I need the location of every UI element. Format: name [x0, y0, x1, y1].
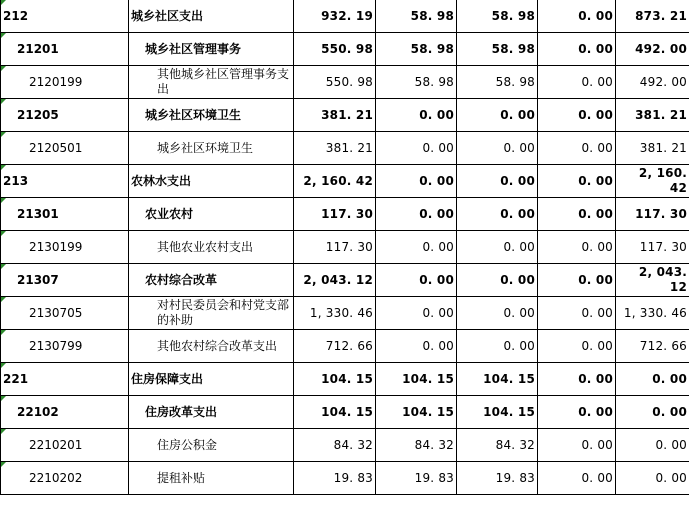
- amount-cell-5[interactable]: 492. 00: [616, 66, 689, 99]
- subject-name-cell[interactable]: 农村综合改革: [129, 264, 294, 297]
- amount-cell-1[interactable]: 104. 15: [294, 363, 376, 396]
- table-row[interactable]: [1, 198, 689, 231]
- amount-cell-5[interactable]: 117. 30: [616, 198, 689, 231]
- amount-cell-5[interactable]: 873. 21: [616, 0, 689, 33]
- amount-cell-1[interactable]: 117. 30: [294, 231, 376, 264]
- amount-cell-2[interactable]: 0. 00: [376, 231, 457, 264]
- amount-cell-2[interactable]: 58. 98: [376, 0, 457, 33]
- amount-cell-5[interactable]: 2, 160. 42: [616, 165, 689, 198]
- amount-cell-1[interactable]: 1, 330. 46: [294, 297, 376, 330]
- amount-cell-1[interactable]: 381. 21: [294, 132, 376, 165]
- table-row[interactable]: [1, 297, 689, 330]
- subject-name-cell[interactable]: 城乡社区环境卫生: [129, 132, 294, 165]
- amount-cell-3[interactable]: 0. 00: [457, 231, 538, 264]
- amount-cell-2[interactable]: 0. 00: [376, 165, 457, 198]
- amount-cell-4[interactable]: 0. 00: [538, 66, 616, 99]
- amount-cell-1[interactable]: 84. 32: [294, 429, 376, 462]
- amount-cell-1[interactable]: 104. 15: [294, 396, 376, 429]
- amount-cell-3[interactable]: 0. 00: [457, 165, 538, 198]
- subject-code-cell[interactable]: 21307: [1, 264, 129, 297]
- subject-name-cell[interactable]: 其他城乡社区管理事务支出: [129, 66, 294, 99]
- amount-cell-5[interactable]: 117. 30: [616, 231, 689, 264]
- amount-cell-5[interactable]: 2, 043. 12: [616, 264, 689, 297]
- amount-cell-4[interactable]: 0. 00: [538, 132, 616, 165]
- amount-cell-3[interactable]: 84. 32: [457, 429, 538, 462]
- amount-cell-3[interactable]: 58. 98: [457, 66, 538, 99]
- subject-name-cell[interactable]: 住房公积金: [129, 429, 294, 462]
- table-row[interactable]: [1, 66, 689, 99]
- amount-cell-2[interactable]: 0. 00: [376, 99, 457, 132]
- amount-cell-1[interactable]: 2, 043. 12: [294, 264, 376, 297]
- amount-cell-1[interactable]: 117. 30: [294, 198, 376, 231]
- amount-cell-3[interactable]: 0. 00: [457, 198, 538, 231]
- table-row[interactable]: [1, 165, 689, 198]
- subject-code-cell[interactable]: 221: [1, 363, 129, 396]
- subject-name-cell[interactable]: 城乡社区支出: [129, 0, 294, 33]
- amount-cell-4[interactable]: 0. 00: [538, 0, 616, 33]
- amount-cell-3[interactable]: 19. 83: [457, 462, 538, 495]
- amount-cell-4[interactable]: 0. 00: [538, 33, 616, 66]
- amount-cell-1[interactable]: 381. 21: [294, 99, 376, 132]
- subject-code-cell[interactable]: 21301: [1, 198, 129, 231]
- subject-code-cell[interactable]: 21201: [1, 33, 129, 66]
- subject-name-cell[interactable]: 对村民委员会和村党支部的补助: [129, 297, 294, 330]
- amount-cell-1[interactable]: 712. 66: [294, 330, 376, 363]
- table-row[interactable]: [1, 462, 689, 495]
- amount-cell-4[interactable]: 0. 00: [538, 462, 616, 495]
- amount-cell-3[interactable]: 0. 00: [457, 297, 538, 330]
- table-row[interactable]: [1, 363, 689, 396]
- amount-cell-4[interactable]: 0. 00: [538, 429, 616, 462]
- amount-cell-3[interactable]: 0. 00: [457, 330, 538, 363]
- amount-cell-3[interactable]: 0. 00: [457, 264, 538, 297]
- subject-name-cell[interactable]: 住房保障支出: [129, 363, 294, 396]
- amount-cell-5[interactable]: 0. 00: [616, 462, 689, 495]
- amount-cell-2[interactable]: 0. 00: [376, 330, 457, 363]
- subject-code-cell[interactable]: 2210201: [1, 429, 129, 462]
- amount-cell-1[interactable]: 932. 19: [294, 0, 376, 33]
- table-row[interactable]: [1, 330, 689, 363]
- amount-cell-3[interactable]: 104. 15: [457, 396, 538, 429]
- amount-cell-3[interactable]: 0. 00: [457, 99, 538, 132]
- amount-cell-4[interactable]: 0. 00: [538, 363, 616, 396]
- amount-cell-5[interactable]: 0. 00: [616, 429, 689, 462]
- amount-cell-5[interactable]: 381. 21: [616, 99, 689, 132]
- subject-code-cell[interactable]: 2120199: [1, 66, 129, 99]
- amount-cell-3[interactable]: 58. 98: [457, 33, 538, 66]
- table-row[interactable]: [1, 33, 689, 66]
- subject-code-cell[interactable]: 2210202: [1, 462, 129, 495]
- table-row[interactable]: [1, 264, 689, 297]
- subject-name-cell[interactable]: 其他农村综合改革支出: [129, 330, 294, 363]
- amount-cell-5[interactable]: 0. 00: [616, 396, 689, 429]
- amount-cell-2[interactable]: 84. 32: [376, 429, 457, 462]
- amount-cell-4[interactable]: 0. 00: [538, 99, 616, 132]
- table-row[interactable]: [1, 132, 689, 165]
- subject-code-cell[interactable]: 2130199: [1, 231, 129, 264]
- amount-cell-1[interactable]: 2, 160. 42: [294, 165, 376, 198]
- amount-cell-5[interactable]: 712. 66: [616, 330, 689, 363]
- amount-cell-2[interactable]: 0. 00: [376, 198, 457, 231]
- amount-cell-3[interactable]: 104. 15: [457, 363, 538, 396]
- subject-name-cell[interactable]: 其他农业农村支出: [129, 231, 294, 264]
- table-row[interactable]: [1, 231, 689, 264]
- table-row[interactable]: [1, 99, 689, 132]
- amount-cell-4[interactable]: 0. 00: [538, 264, 616, 297]
- amount-cell-2[interactable]: 0. 00: [376, 132, 457, 165]
- subject-code-cell[interactable]: 2120501: [1, 132, 129, 165]
- amount-cell-2[interactable]: 58. 98: [376, 66, 457, 99]
- amount-cell-3[interactable]: 0. 00: [457, 132, 538, 165]
- amount-cell-2[interactable]: 104. 15: [376, 363, 457, 396]
- table-row[interactable]: [1, 429, 689, 462]
- amount-cell-2[interactable]: 0. 00: [376, 297, 457, 330]
- amount-cell-1[interactable]: 550. 98: [294, 33, 376, 66]
- amount-cell-2[interactable]: 58. 98: [376, 33, 457, 66]
- amount-cell-4[interactable]: 0. 00: [538, 396, 616, 429]
- amount-cell-4[interactable]: 0. 00: [538, 330, 616, 363]
- table-body: [1, 0, 689, 495]
- subject-code-cell[interactable]: 212: [1, 0, 129, 33]
- subject-code-cell[interactable]: 22102: [1, 396, 129, 429]
- amount-cell-2[interactable]: 104. 15: [376, 396, 457, 429]
- amount-cell-4[interactable]: 0. 00: [538, 165, 616, 198]
- subject-name-cell[interactable]: 农林水支出: [129, 165, 294, 198]
- amount-cell-2[interactable]: 19. 83: [376, 462, 457, 495]
- amount-cell-5[interactable]: 492. 00: [616, 33, 689, 66]
- amount-cell-5[interactable]: 0. 00: [616, 363, 689, 396]
- amount-cell-4[interactable]: 0. 00: [538, 231, 616, 264]
- subject-code-cell[interactable]: 213: [1, 165, 129, 198]
- subject-code-cell[interactable]: 2130705: [1, 297, 129, 330]
- amount-cell-1[interactable]: 19. 83: [294, 462, 376, 495]
- amount-cell-5[interactable]: 381. 21: [616, 132, 689, 165]
- subject-name-cell[interactable]: 住房改革支出: [129, 396, 294, 429]
- amount-cell-4[interactable]: 0. 00: [538, 198, 616, 231]
- table-row[interactable]: [1, 0, 689, 33]
- amount-cell-3[interactable]: 58. 98: [457, 0, 538, 33]
- subject-name-cell[interactable]: 农业农村: [129, 198, 294, 231]
- subject-name-cell[interactable]: 城乡社区环境卫生: [129, 99, 294, 132]
- subject-name-cell[interactable]: 提租补贴: [129, 462, 294, 495]
- table-row[interactable]: [1, 396, 689, 429]
- subject-code-cell[interactable]: 21205: [1, 99, 129, 132]
- amount-cell-1[interactable]: 550. 98: [294, 66, 376, 99]
- subject-code-cell[interactable]: 2130799: [1, 330, 129, 363]
- amount-cell-4[interactable]: 0. 00: [538, 297, 616, 330]
- amount-cell-2[interactable]: 0. 00: [376, 264, 457, 297]
- subject-name-cell[interactable]: 城乡社区管理事务: [129, 33, 294, 66]
- amount-cell-5[interactable]: 1, 330. 46: [616, 297, 689, 330]
